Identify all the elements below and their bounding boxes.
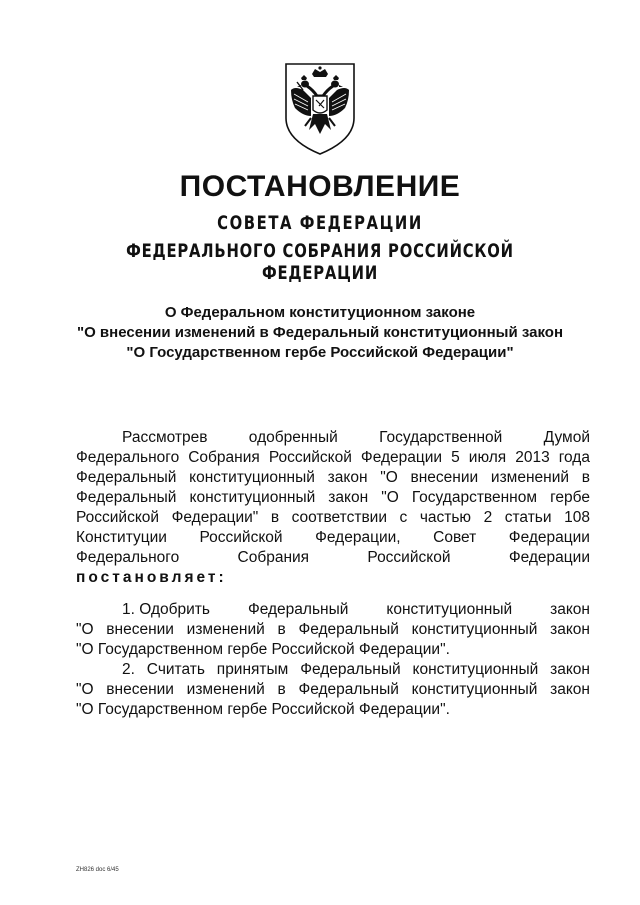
word: 2013 bbox=[515, 449, 550, 466]
word: Думой bbox=[543, 429, 590, 446]
word: Федерации bbox=[508, 549, 590, 566]
word: изменений bbox=[186, 621, 265, 638]
word: Рассмотрев bbox=[122, 429, 208, 446]
paragraph-line bbox=[76, 680, 590, 700]
word: внесении bbox=[410, 469, 479, 486]
word: Федеральный bbox=[298, 681, 399, 698]
word: закон bbox=[550, 681, 590, 698]
word: одобренный bbox=[248, 429, 338, 446]
word: Государственной bbox=[379, 429, 503, 446]
word: конституционный bbox=[386, 601, 513, 618]
paragraph-line bbox=[76, 488, 590, 508]
subject-line: "О Государственном гербе Российской Федерации" bbox=[126, 344, 514, 361]
word: конституционный bbox=[189, 469, 315, 486]
word: Собрания bbox=[237, 549, 310, 566]
paragraph-line bbox=[76, 448, 590, 468]
word: 5 bbox=[451, 449, 460, 466]
word: Федеральный bbox=[76, 469, 177, 486]
subject-heading bbox=[0, 303, 640, 363]
paragraph-line bbox=[76, 548, 590, 568]
word: Российской bbox=[199, 529, 283, 546]
word: внесении bbox=[106, 621, 174, 638]
word: конституционный bbox=[412, 661, 539, 678]
word: Федеральный bbox=[76, 489, 177, 506]
word: Считать bbox=[146, 661, 205, 678]
paragraph-line bbox=[76, 660, 590, 680]
document-code: ZH826 doc 6/45 bbox=[76, 867, 119, 873]
word: конституционный bbox=[411, 681, 538, 698]
coat-of-arms-icon bbox=[281, 60, 359, 156]
word: в bbox=[277, 681, 286, 698]
item-2-paragraph bbox=[76, 660, 590, 720]
word: закон bbox=[327, 469, 368, 486]
word: 2 bbox=[483, 509, 493, 526]
word: Российской bbox=[367, 549, 451, 566]
word: Федерации bbox=[360, 449, 443, 466]
word: закон bbox=[328, 489, 369, 506]
word: июля bbox=[468, 449, 507, 466]
word: Федеральный bbox=[300, 661, 401, 678]
paragraph-line: "О Государственном гербе Российской Федерации". bbox=[76, 701, 450, 718]
paragraph-line bbox=[76, 600, 590, 620]
word: гербе bbox=[550, 489, 590, 506]
word: конституционный bbox=[189, 489, 316, 506]
word: соответствии bbox=[291, 509, 387, 526]
word: в bbox=[277, 621, 286, 638]
item-1-paragraph bbox=[76, 600, 590, 660]
word: закон bbox=[550, 601, 590, 618]
word: Государственном bbox=[411, 489, 538, 506]
word: внесении bbox=[106, 681, 174, 698]
word: Федерации" bbox=[171, 509, 259, 526]
word: "О bbox=[76, 621, 94, 638]
word: закон bbox=[550, 661, 590, 678]
issuer-line-2: ФЕДЕРАЛЬНОГО СОБРАНИЯ РОССИЙСКОЙ ФЕДЕРАЦИИ bbox=[126, 240, 514, 284]
paragraph-line bbox=[76, 528, 590, 548]
paragraph-line bbox=[76, 468, 590, 488]
issuer-line-1: СОВЕТА ФЕДЕРАЦИИ bbox=[217, 212, 423, 234]
word: 2. bbox=[122, 661, 135, 678]
word: Федерального bbox=[76, 449, 180, 466]
paragraph-line bbox=[76, 620, 590, 640]
word: Конституции bbox=[76, 529, 167, 546]
word: в bbox=[581, 469, 590, 486]
word: Федерации, bbox=[315, 529, 401, 546]
word: Федерального bbox=[76, 549, 180, 566]
word: Собрания bbox=[188, 449, 260, 466]
word: 108 bbox=[564, 509, 590, 526]
word: Совет bbox=[433, 529, 477, 546]
subject-line: О Федеральном конституционном законе bbox=[164, 304, 476, 321]
paragraph-line: "О Государственном гербе Российской Федерации". bbox=[76, 641, 450, 658]
word: года bbox=[558, 449, 590, 466]
word: Российской bbox=[76, 509, 160, 526]
word: "О bbox=[381, 489, 399, 506]
word: закон bbox=[550, 621, 590, 638]
word: Федеральный bbox=[298, 621, 399, 638]
word: конституционный bbox=[411, 621, 538, 638]
word: 1. Одобрить bbox=[122, 601, 210, 618]
word: "О bbox=[380, 469, 398, 486]
paragraph-line bbox=[76, 428, 590, 448]
word: изменений bbox=[186, 681, 265, 698]
resolves-keyword: постановляет: bbox=[76, 569, 227, 586]
word: изменений bbox=[490, 469, 570, 486]
word: частью bbox=[419, 509, 472, 526]
word: статьи bbox=[504, 509, 552, 526]
word: с bbox=[399, 509, 408, 526]
word: в bbox=[270, 509, 280, 526]
word: Российской bbox=[268, 449, 352, 466]
word: "О bbox=[76, 681, 94, 698]
word: принятым bbox=[216, 661, 289, 678]
word: Федерации bbox=[508, 529, 590, 546]
document-title: ПОСТАНОВЛЕНИЕ bbox=[179, 170, 461, 203]
intro-paragraph bbox=[76, 428, 590, 588]
paragraph-line bbox=[76, 508, 590, 528]
subject-line: "О внесении изменений в Федеральный конституционный закон bbox=[76, 324, 563, 341]
word: Федеральный bbox=[247, 601, 349, 618]
